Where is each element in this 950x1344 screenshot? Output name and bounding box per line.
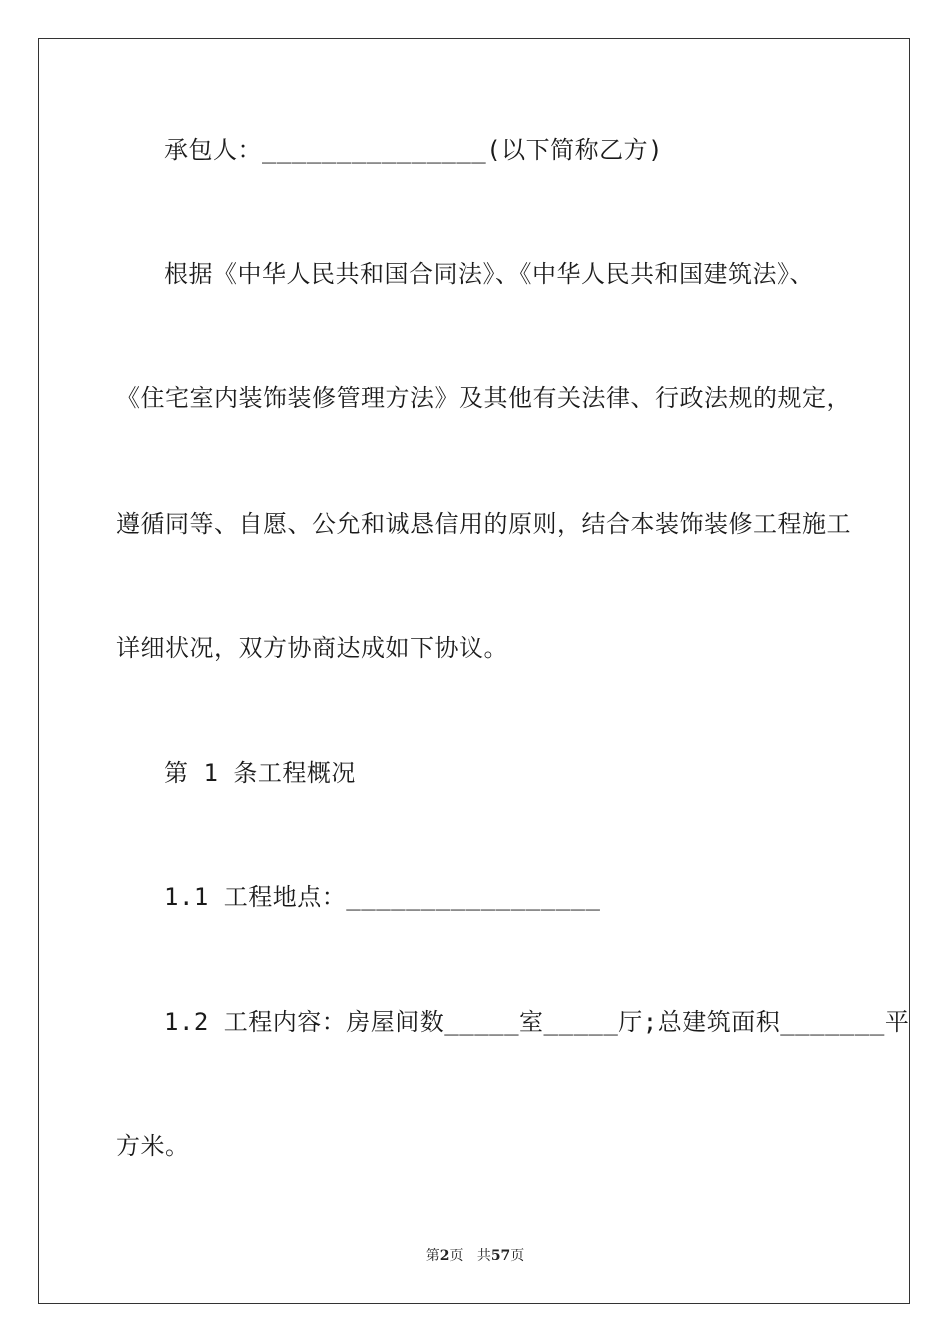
footer-prefix: 第 [425,1248,440,1264]
contractor-line: 承包人：_______________(以下简称乙方) [164,136,664,164]
footer-page-unit: 页 [449,1248,464,1264]
footer-total-pages: 57 [490,1248,511,1264]
paragraph-line-4: 详细状况，双方协商达成如下协议。 [116,634,508,662]
article-heading: 第 1 条工程概况 [164,759,356,787]
page-frame [38,38,910,1304]
project-location-line: 1.1 工程地点：_________________ [164,883,601,911]
footer-page-number: 2 [439,1248,450,1264]
footer-total-prefix: 共 [476,1248,491,1264]
paragraph-line-3: 遵循同等、自愿、公允和诚恳信用的原则，结合本装饰装修工程施工 [116,510,851,538]
footer-total-unit: 页 [510,1248,525,1264]
paragraph-line-2: 《住宅室内装饰装修管理方法》及其他有关法律、行政法规的规定， [116,384,851,412]
project-content-line-cont: 方米。 [116,1132,190,1160]
project-content-line: 1.2 工程内容：房屋间数_____室_____厅;总建筑面积_______平 [164,1008,910,1036]
paragraph-line-1: 根据《中华人民共和国合同法》、《中华人民共和国建筑法》、 [164,260,814,288]
page-footer [0,1246,950,1266]
